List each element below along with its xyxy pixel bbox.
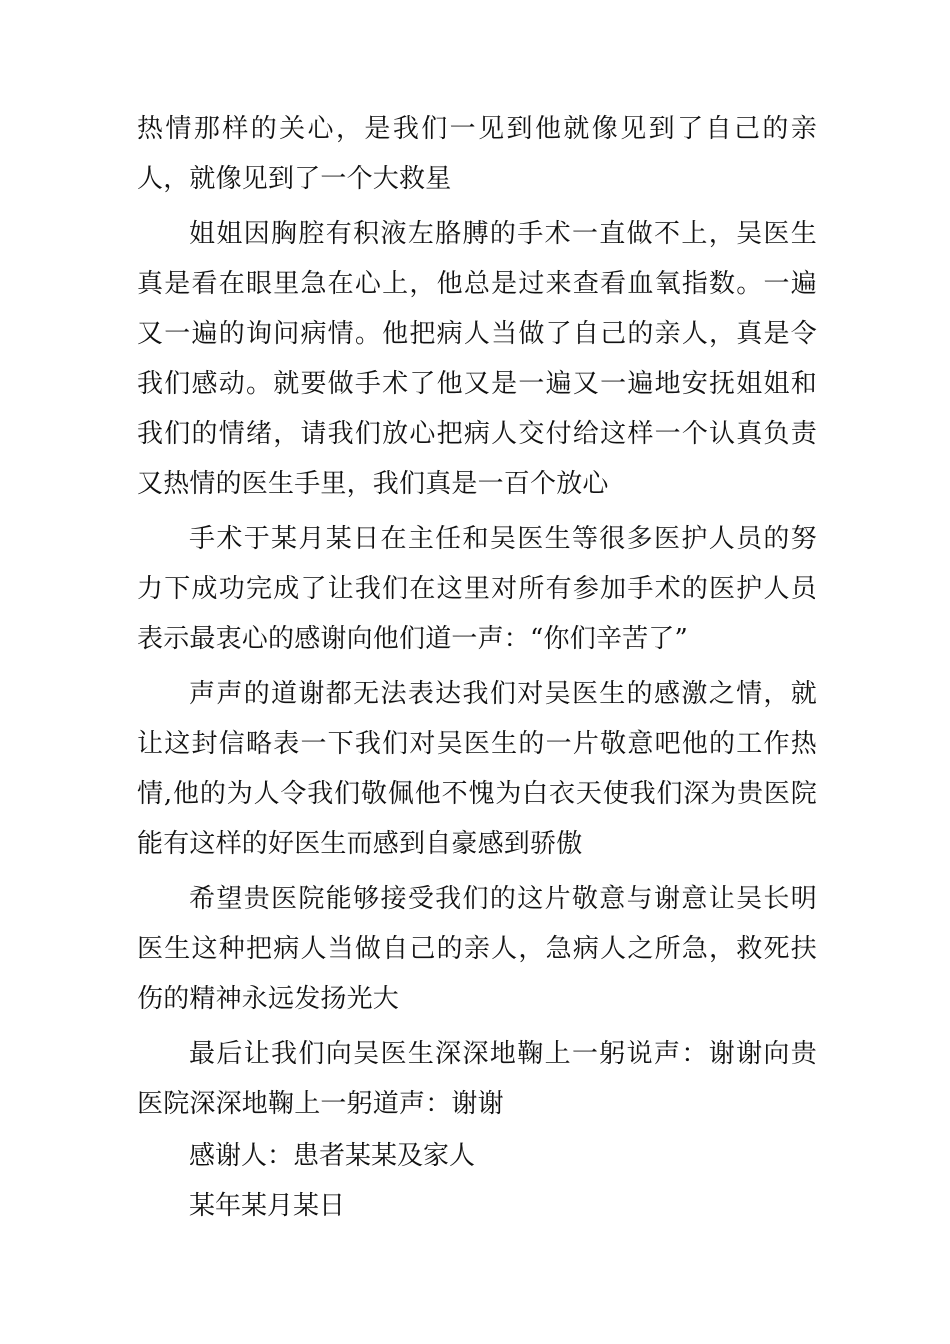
paragraph-gratitude: 声声的道谢都无法表达我们对吴医生的感激之情，就让这封信略表一下我们对吴医生的一片敬意吧他的工作热情,他的为人令我们敬佩他不愧为白衣天使我们深为贵医院能有这样的好医生而感到自豪感到骄傲 [137, 679, 817, 859]
paragraph-continuation: 热情那样的关心，是我们一见到他就像见到了自己的亲人，就像见到了一个大救星 [137, 114, 817, 194]
signature-line: 感谢人：患者某某及家人 [189, 1141, 476, 1171]
paragraph-final-thanks: 最后让我们向吴医生深深地鞠上一躬说声：谢谢向贵医院深深地鞠上一躬道声：谢谢 [137, 1039, 817, 1119]
paragraph-surgery-success: 手术于某月某日在主任和吴医生等很多医护人员的努力下成功完成了让我们在这里对所有参加手术的医护人员表示最衷心的感谢向他们道一声：“你们辛苦了” [137, 524, 817, 654]
date-line: 某年某月某日 [189, 1191, 346, 1221]
paragraph-surgery-delay: 姐姐因胸腔有积液左胳膊的手术一直做不上，吴医生真是看在眼里急在心上，他总是过来查看血氧指数。一遍又一遍的询问病情。他把病人当做了自己的亲人，真是令我们感动。就要做手术了他又是一遍又一遍地安抚姐姐和我们的情绪，请我们放心把病人交付给这样一个认真负责又热情的医生手里，我们真是一百个放心 [137, 219, 817, 499]
document-page [137, 104, 817, 1231]
paragraph-hope: 希望贵医院能够接受我们的这片敬意与谢意让吴长明医生这种把病人当做自己的亲人，急病人之所急，救死扶伤的精神永远发扬光大 [137, 884, 817, 1014]
